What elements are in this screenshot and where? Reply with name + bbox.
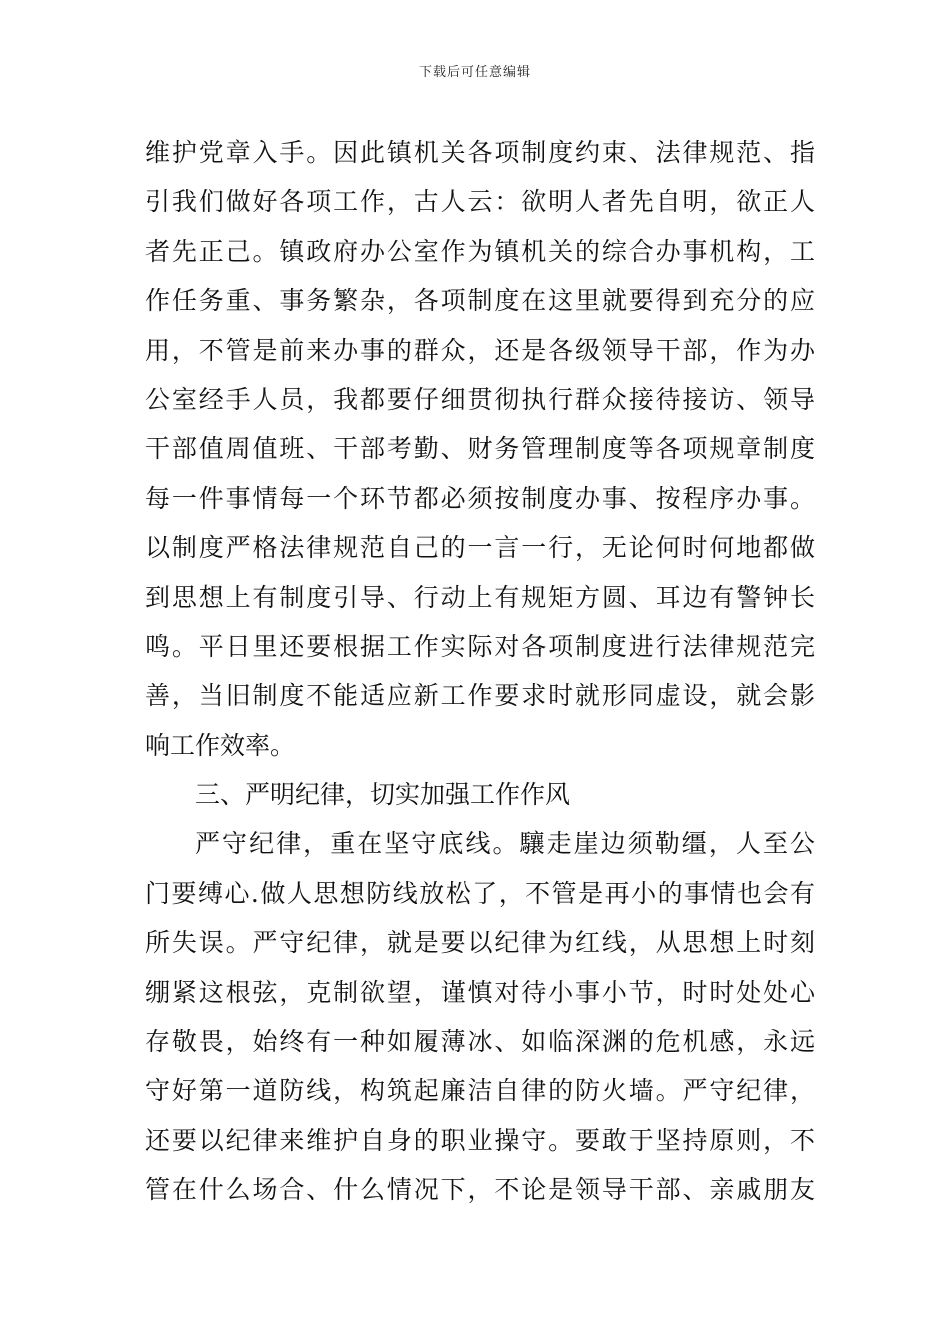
text-line: 门要缚心.做人思想防线放松了，不管是再小的事情也会有: [145, 878, 815, 908]
text-line: 干部值周值班、干部考勤、财务管理制度等各项规章制度: [145, 434, 815, 464]
text-line: 鸣。平日里还要根据工作实际对各项制度进行法律规范完: [145, 631, 815, 661]
text-line: 用，不管是前来办事的群众，还是各级领导干部，作为办: [145, 335, 815, 365]
text-line: 每一件事情每一个环节都必须按制度办事、按程序办事。: [145, 483, 815, 513]
text-line: 还要以纪律来维护自身的职业操守。要敢于坚持原则，不: [145, 1125, 815, 1155]
text-line: 维护党章入手。因此镇机关各项制度约束、法律规范、指: [145, 138, 815, 167]
text-line: 者先正己。镇政府办公室作为镇机关的综合办事机构，工: [145, 236, 815, 266]
text-line: 管在什么场合、什么情况下，不论是领导干部、亲戚朋友: [145, 1175, 815, 1205]
page-header: 下载后可任意编辑: [418, 65, 531, 80]
text-line: 响工作效率。: [145, 730, 296, 760]
text-line: 公室经手人员，我都要仔细贯彻执行群众接待接访、领导: [145, 384, 815, 414]
section-heading: 三、严明纪律，切实加强工作作风: [195, 780, 571, 810]
paragraph-first-line: 严守纪律，重在坚守底线。驤走崖边须勒缰，人至公: [195, 829, 815, 859]
document-body: [145, 128, 815, 1215]
text-line: 到思想上有制度引导、行动上有规矩方圆、耳边有警钟长: [145, 582, 815, 612]
text-line: 以制度严格法律规范自己的一言一行，无论何时何地都做: [145, 533, 815, 563]
text-line: 引我们做好各项工作，古人云：欲明人者先自明，欲正人: [145, 187, 815, 217]
text-line: 善，当旧制度不能适应新工作要求时就形同虚设，就会影: [145, 681, 815, 711]
text-line: 所失误。严守纪律，就是要以纪律为红线，从思想上时刻: [145, 928, 815, 958]
text-line: 作任务重、事务繁杂，各项制度在这里就要得到充分的应: [145, 286, 815, 316]
text-line: 绷紧这根弦，克制欲望，谨慎对待小事小节，时时处处心: [145, 977, 815, 1007]
text-line: 守好第一道防线，构筑起廉洁自律的防火墙。严守纪律，: [145, 1076, 815, 1106]
text-line: 存敬畏，始终有一种如履薄冰、如临深渊的危机感，永远: [145, 1027, 815, 1057]
